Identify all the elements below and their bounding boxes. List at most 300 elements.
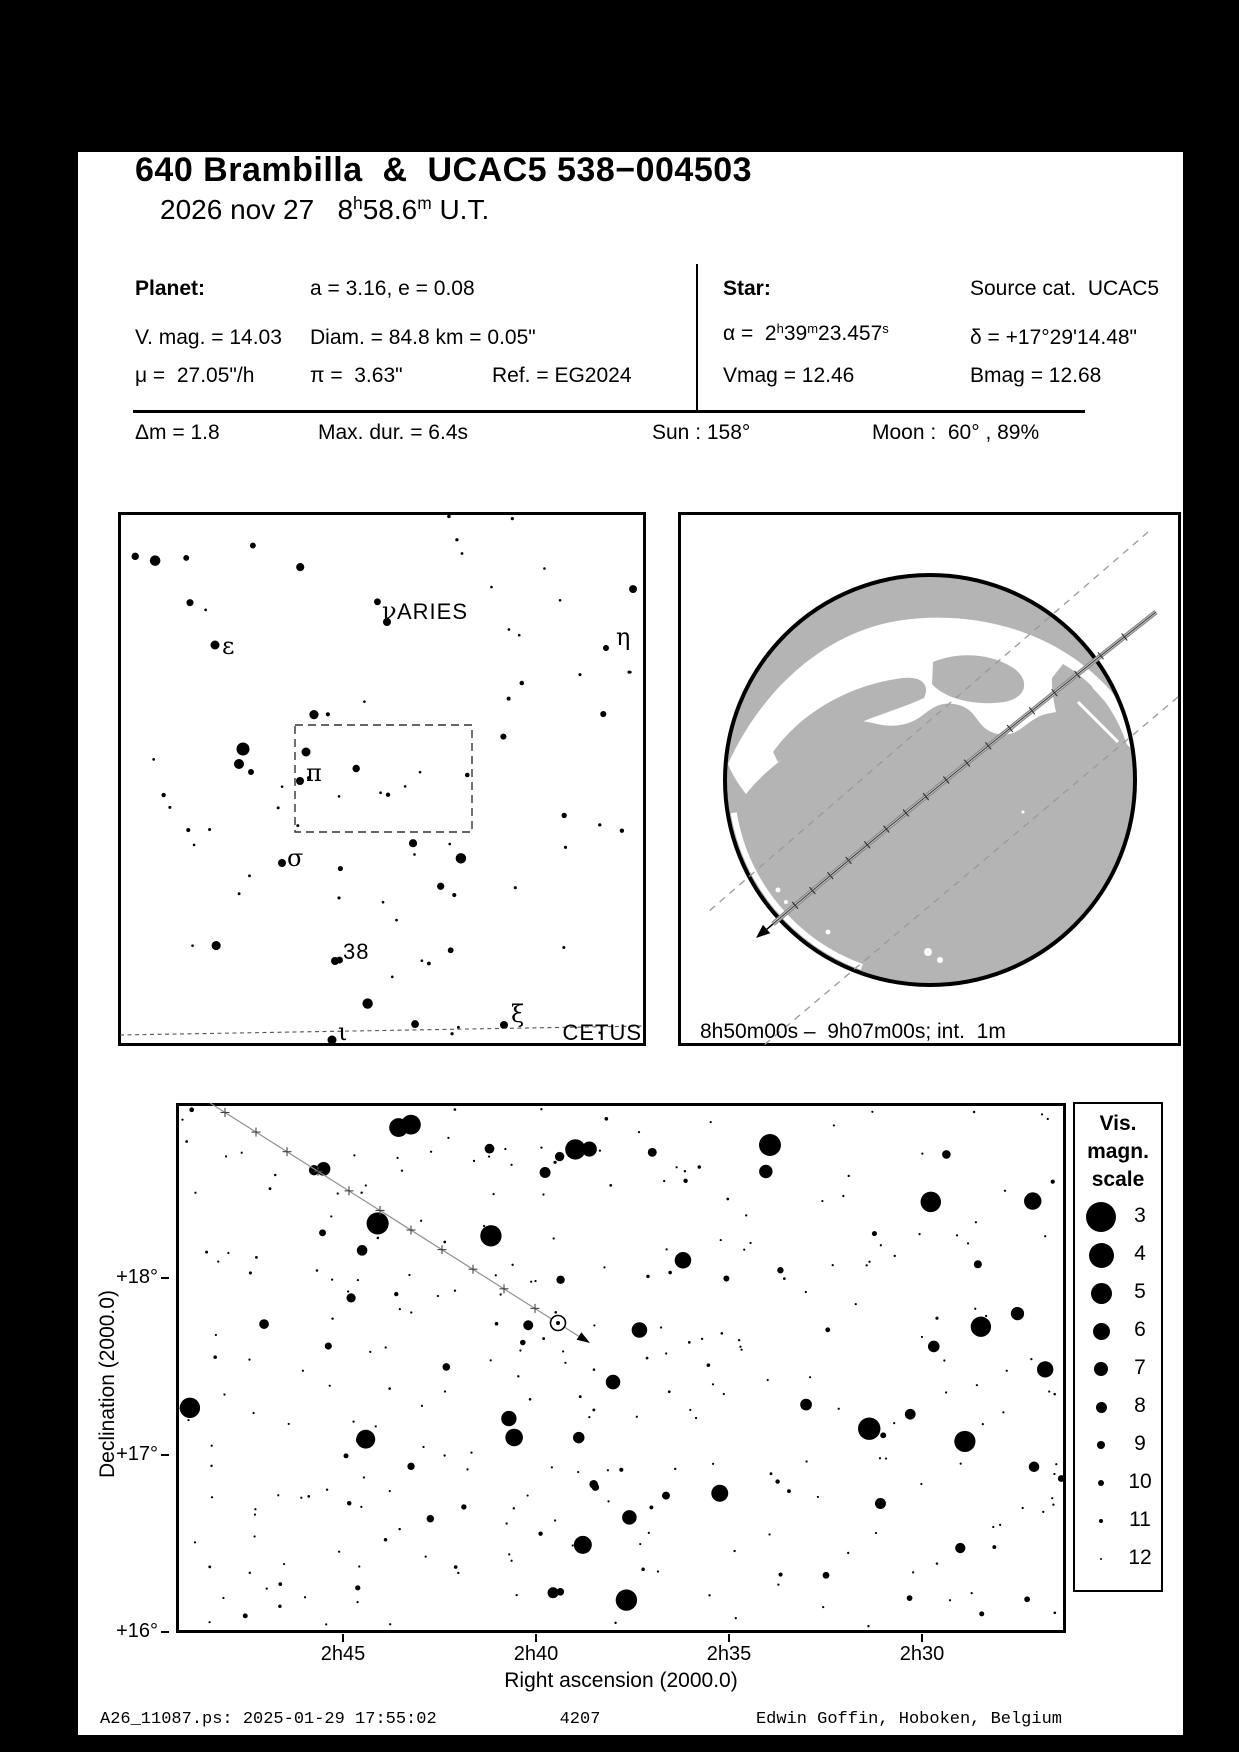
star-dot [1051, 1497, 1053, 1499]
star-dot [513, 1507, 515, 1509]
star-dot [577, 1471, 579, 1473]
star-dot [867, 1625, 869, 1627]
star-dot [723, 1393, 725, 1395]
star-dot [543, 567, 546, 570]
star-dot [743, 1249, 745, 1251]
star-dot [609, 1184, 612, 1187]
star-dot [833, 1124, 835, 1126]
star-dot [181, 1119, 183, 1121]
star-dot [733, 1550, 735, 1552]
star-dot [588, 1416, 590, 1418]
star-dot [168, 806, 171, 809]
star-dot [283, 1563, 285, 1565]
star-dot [875, 1532, 877, 1534]
island-speck [1038, 690, 1042, 694]
star-dot [555, 1152, 564, 1161]
legend-magnitude-value: 10 [1128, 1470, 1152, 1493]
star-dot [688, 1341, 691, 1344]
named-star-dot [296, 777, 304, 785]
star-dot [274, 1174, 277, 1177]
magnitude-drop: Δm = 1.8 [135, 421, 220, 444]
planet-orbit-elements: a = 3.16, e = 0.08 [310, 277, 475, 300]
table-rule [133, 410, 1085, 413]
star-dot [444, 1390, 446, 1392]
star-dot [374, 598, 381, 605]
star-dot [490, 586, 493, 589]
star-dot [454, 1565, 458, 1569]
star-dot [572, 1544, 574, 1546]
star-dot [960, 1463, 962, 1465]
star-dot [325, 1342, 332, 1349]
star-dot [490, 1359, 492, 1361]
star-dot [975, 1221, 977, 1223]
star-dot [1053, 1393, 1056, 1396]
star-dot [504, 1148, 506, 1150]
x-tick-mark [921, 1634, 923, 1642]
star-dot [1051, 1180, 1055, 1184]
star-dot [557, 1588, 565, 1596]
star-dot [410, 1311, 412, 1313]
star-dot [447, 515, 451, 519]
star-dot [823, 1572, 830, 1579]
star-dot [865, 1264, 867, 1266]
star-dot [344, 1453, 349, 1458]
star-dot [277, 806, 280, 809]
legend-magnitude-value: 4 [1134, 1242, 1146, 1265]
star-dot [363, 700, 366, 703]
star-dot [1022, 1507, 1024, 1509]
star-dot [720, 1239, 722, 1241]
star-dot [217, 1260, 219, 1262]
star-dot [394, 1292, 398, 1296]
star-dot [507, 697, 511, 701]
sun-elongation: Sun : 158° [652, 421, 751, 444]
star-dot [825, 1327, 830, 1332]
star-dot [357, 1279, 359, 1281]
legend-magnitude-dot [1099, 1519, 1104, 1524]
star-dot [620, 828, 624, 832]
star-dot [579, 1395, 582, 1398]
star-dot [254, 1508, 256, 1510]
star-dot [338, 795, 341, 798]
star-dot [573, 1432, 584, 1443]
star-dot [331, 1278, 333, 1280]
star-dot [161, 793, 165, 797]
chart-border [178, 1105, 1065, 1632]
star-dot [152, 758, 155, 761]
star-dot [721, 1332, 724, 1335]
star-dot [511, 1264, 513, 1266]
star-dot [723, 1276, 729, 1282]
star-dot [352, 1421, 354, 1423]
star-dot [646, 1357, 649, 1360]
named-star-dot [237, 743, 250, 756]
star-dot [396, 1157, 398, 1159]
star-dot [582, 1141, 597, 1156]
star-dot [599, 1149, 601, 1151]
star-dot [208, 828, 211, 831]
star-dot [954, 1431, 975, 1452]
star-dot [562, 813, 567, 818]
star-dot [150, 555, 161, 566]
star-dot [367, 1212, 389, 1234]
star-dot [421, 1405, 423, 1407]
star-dot [982, 1423, 984, 1425]
star-dot [495, 1274, 497, 1276]
star-dot [920, 1483, 922, 1485]
island-speck [924, 948, 932, 956]
legend-magnitude-dot [1093, 1323, 1110, 1340]
star-dot [352, 765, 359, 772]
star-dot [360, 1506, 362, 1508]
star-dot [309, 710, 318, 719]
star-dot [777, 1267, 783, 1273]
star-dot [356, 1601, 358, 1603]
legend-magnitude-value: 5 [1134, 1280, 1146, 1303]
star-dot [542, 1193, 544, 1195]
star-dot [430, 1151, 432, 1153]
star-dot [770, 1472, 773, 1475]
star-dot [506, 1522, 508, 1524]
star-dot [683, 1179, 687, 1183]
star-dot [707, 1363, 711, 1367]
star-dot [205, 1251, 208, 1254]
star-dot [1055, 1463, 1057, 1465]
star-dot [500, 1293, 502, 1295]
star-dot [319, 1229, 326, 1236]
star-dot [821, 1200, 823, 1202]
constellation-label: 38 [343, 939, 370, 964]
star-dot [437, 883, 444, 890]
star-dot [425, 1556, 427, 1558]
star-dot [556, 1276, 564, 1284]
star-label: Star: [723, 277, 771, 300]
star-dot [591, 1150, 595, 1154]
star-dot [936, 1562, 938, 1564]
star-dot [331, 1317, 333, 1319]
star-dot [593, 1368, 596, 1371]
star-dot [363, 1476, 365, 1478]
star-dot [554, 1519, 556, 1521]
star-dot [442, 1363, 450, 1371]
star-dot [382, 901, 385, 904]
named-star-dot [211, 641, 220, 650]
finder-border [120, 514, 645, 1045]
planet-vmag: V. mag. = 14.03 [135, 326, 282, 349]
y-tick-mark [161, 1277, 169, 1279]
star-dot [248, 874, 251, 877]
star-dot [739, 1346, 741, 1348]
star-dot [266, 1588, 268, 1590]
star-dot [448, 947, 454, 953]
star-dot [213, 1355, 217, 1359]
star-dot [726, 1198, 729, 1201]
star-dot [1044, 1235, 1046, 1237]
star-dot [452, 893, 456, 897]
star-dot [711, 1485, 728, 1502]
legend-magnitude-dot [1089, 1243, 1114, 1268]
star-dot [461, 552, 464, 555]
star-dot [505, 1429, 523, 1447]
legend-title-line: magn. [1087, 1140, 1149, 1163]
legend-magnitude-value: 12 [1128, 1546, 1152, 1569]
max-duration: Max. dur. = 6.4s [318, 421, 468, 444]
star-dot [674, 1468, 676, 1470]
star-dot [222, 1597, 224, 1599]
star-dot [1030, 1358, 1032, 1360]
x-tick-label: 2h35 [706, 1643, 752, 1665]
star-dot [443, 1454, 445, 1456]
star-dot [357, 1245, 368, 1256]
star-dot [905, 1409, 916, 1420]
star-dot [779, 1572, 783, 1576]
star-dot [1006, 1370, 1008, 1372]
star-dot [956, 1234, 958, 1236]
star-dot [455, 538, 458, 541]
star-dot [632, 1322, 648, 1338]
star-dot [443, 1241, 446, 1244]
island-speck [784, 900, 788, 904]
legend-magnitude-dot [1096, 1402, 1107, 1413]
star-dot [495, 1322, 499, 1326]
star-dot [492, 1193, 494, 1195]
greek-star-label: ξ [511, 1000, 525, 1028]
legend-magnitude-dot [1086, 1202, 1116, 1232]
moon-elongation: Moon : 60° , 89% [872, 421, 1040, 444]
star-dot [421, 959, 424, 962]
star-chart [176, 1103, 1066, 1633]
star-dot [302, 1370, 304, 1372]
star-dot [473, 1160, 475, 1162]
star-dot [454, 1108, 457, 1111]
star-dot [399, 1308, 401, 1310]
star-dot [675, 1252, 692, 1269]
star-dot [407, 1463, 414, 1470]
star-dot [759, 1165, 772, 1178]
greek-star-label: ν [382, 597, 397, 625]
star-dot [278, 1605, 282, 1609]
star-dot [648, 1532, 650, 1534]
greek-star-label: ε [222, 632, 235, 660]
star-dot [516, 1594, 518, 1596]
star-dot [510, 1164, 512, 1166]
star-dot [355, 1585, 360, 1590]
star-dot [855, 1303, 857, 1305]
star-dot [880, 1244, 882, 1246]
star-dot [912, 1571, 914, 1573]
star-dot [1053, 1611, 1056, 1614]
y-tick-label: +17° [116, 1443, 158, 1465]
star-dot [759, 1134, 781, 1156]
star-dot [648, 1148, 657, 1157]
star-dot [347, 1501, 352, 1506]
planet-diameter: Diam. = 84.8 km = 0.05" [310, 326, 536, 349]
star-dot [517, 1375, 519, 1377]
star-dot [666, 1248, 668, 1250]
star-dot [337, 896, 340, 899]
star-dot [553, 1237, 555, 1239]
star-dot [848, 1175, 850, 1177]
star-dot [208, 1565, 211, 1568]
globe-caption: 8h50m00s – 9h07m00s; int. 1m [700, 1020, 1006, 1043]
legend-magnitude-dot [1091, 1283, 1112, 1304]
legend-magnitude-dot [1097, 1441, 1106, 1450]
star-dot [979, 1611, 984, 1616]
star-dot [189, 1107, 194, 1112]
star-dot [907, 1595, 913, 1601]
star-dot [483, 1225, 485, 1227]
star-dot [668, 1271, 672, 1275]
star-dot [745, 1214, 747, 1216]
star-dot [225, 1155, 227, 1157]
star-dot [1029, 1462, 1040, 1473]
star-dot [553, 1161, 556, 1164]
star-dot [847, 1552, 849, 1554]
y-tick-mark [161, 1454, 169, 1456]
star-dot [389, 1118, 408, 1137]
star-dot [628, 670, 631, 673]
star-dot [520, 681, 525, 686]
footer-author: Edwin Goffin, Hoboken, Belgium [755, 1710, 1062, 1729]
star-dot [885, 1457, 887, 1459]
star-dot [935, 1317, 938, 1320]
star-dot [185, 1140, 188, 1143]
star-dot [389, 1490, 391, 1492]
y-tick-label: +18° [116, 1266, 158, 1288]
x-tick-mark [535, 1634, 537, 1642]
star-dot [365, 1184, 367, 1186]
star-dot [551, 1466, 553, 1468]
star-dot [194, 1192, 196, 1194]
star-dot [518, 634, 521, 637]
star-dot [1047, 1118, 1049, 1120]
star-dot [360, 1191, 362, 1193]
star-dot [538, 1531, 542, 1535]
named-star-dot [248, 769, 254, 775]
star-dot [868, 1261, 870, 1263]
star-dot [600, 711, 606, 717]
star-dot [194, 1541, 196, 1543]
star-dot [607, 1469, 609, 1471]
named-star-dot [603, 645, 609, 651]
star-dot [456, 853, 467, 864]
star-dot [540, 1108, 542, 1110]
star-dot [749, 1242, 751, 1244]
star-dot [316, 1269, 319, 1272]
star-dot [710, 1121, 712, 1123]
star-dot [500, 734, 506, 740]
star-dot [508, 1553, 510, 1555]
star-dot [307, 1495, 310, 1498]
star-dot [520, 1340, 526, 1346]
star-dot [386, 793, 390, 797]
star-dot [454, 1289, 456, 1291]
legend-magnitude-dot [1098, 1480, 1105, 1487]
star-dot [695, 1417, 697, 1419]
star-dot [1024, 1192, 1041, 1209]
star-dot [388, 1387, 391, 1390]
greek-star-label: ι [338, 1018, 348, 1046]
page-title: 640 Brambilla & UCAC5 538−004503 [135, 151, 753, 189]
legend-magnitude-value: 3 [1134, 1204, 1146, 1227]
star-dot [450, 1032, 453, 1035]
star-dot [1042, 1511, 1044, 1513]
star-dot [277, 1494, 279, 1496]
y-axis-title: Declination (2000.0) [96, 1290, 119, 1478]
star-dot [243, 1613, 248, 1618]
star-dot [783, 1277, 786, 1280]
star-dot [379, 791, 382, 794]
star-dot [353, 1154, 355, 1156]
star-dot [529, 1398, 532, 1401]
star-dot [408, 1274, 410, 1276]
legend-magnitude-value: 8 [1134, 1394, 1146, 1417]
star-dot [358, 1565, 360, 1567]
star-dot [250, 543, 256, 549]
star-dot [832, 1264, 834, 1266]
star-dot [767, 1379, 769, 1381]
star-dot [641, 1568, 645, 1572]
star-dot [992, 1526, 994, 1528]
star-dot [740, 1349, 742, 1351]
star-dot [338, 1551, 340, 1553]
star-dot [894, 1255, 896, 1257]
planet-parallax: π = 3.63" [310, 364, 403, 387]
star-dot [1048, 1390, 1050, 1392]
named-star-dot [328, 1036, 337, 1045]
star-dot [485, 1144, 495, 1154]
star-dot [842, 1195, 844, 1197]
star-dot [186, 599, 193, 606]
star-dot [562, 946, 565, 949]
star-dot [437, 1295, 439, 1297]
star-dot [269, 1187, 272, 1190]
named-star-dot [331, 957, 339, 965]
x-tick-label: 2h40 [513, 1643, 559, 1665]
star-dot [254, 1535, 256, 1537]
star-dot [777, 1584, 779, 1586]
star-dot [347, 1290, 349, 1292]
legend-magnitude-value: 9 [1134, 1432, 1146, 1455]
star-dot [300, 1497, 302, 1499]
star-dot [605, 1117, 609, 1121]
star-dot [701, 1338, 703, 1340]
star-dot [574, 1536, 592, 1554]
star-dot [858, 1418, 880, 1440]
star-dot [375, 1425, 377, 1427]
star-dot [304, 1596, 306, 1598]
star-dot [872, 1231, 877, 1236]
star-dot [992, 1545, 996, 1549]
visibility-globe [678, 512, 1181, 1046]
star-dot [689, 1409, 691, 1411]
star-dot [942, 1150, 951, 1159]
star-dot [636, 1416, 638, 1418]
legend-magnitude-value: 11 [1129, 1508, 1151, 1531]
star-dot [564, 846, 567, 849]
star-dot [356, 1430, 375, 1449]
star-dot [775, 1479, 779, 1483]
named-star-dot [234, 759, 244, 769]
star-dot [639, 1543, 641, 1545]
star-dot [519, 1349, 521, 1351]
star-dot [999, 1524, 1001, 1526]
star-bmag: Bmag = 12.68 [970, 364, 1102, 387]
island-speck [937, 957, 943, 963]
star-ra: α = 2$^h$39$^m$23.457$^s$ [723, 320, 889, 345]
footer-page-number: 4207 [559, 1710, 601, 1729]
star-dot [805, 1460, 807, 1462]
